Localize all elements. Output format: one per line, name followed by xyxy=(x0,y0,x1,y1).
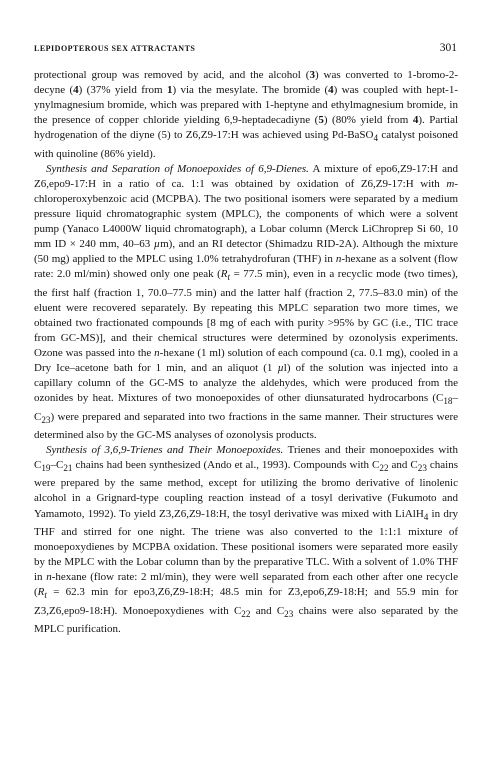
paragraph-3 xyxy=(34,443,458,637)
running-title: LEPIDOPTEROUS SEX ATTRACTANTS xyxy=(34,44,196,53)
paragraph-text: protectional group was removed by acid, and the alcohol (3) was converted to 1-bromo-2-decyne (4) (37% yield from 1) via the mesylate. The bromide (4) was coupled with hept-1-ynylmagnesium bromide, which was prepared with 1-heptyne and ethylmagnesium bromide, in the presence of copper chloride yielding 6,9-heptadecadiyne (5) (80% yield from 4). Partial hydrogenation of the diyne (5) to Z6,Z9-17:H was achieved using Pd-BaSO$_4$ catalyst poisoned with quinoline (86% yield). xyxy=(34,69,459,160)
page-header xyxy=(34,42,457,56)
body-text xyxy=(34,68,458,637)
paragraph-text: Trienes and their monoepoxides with $C_{19}-C_{21}$ chains had been synthesized (Ando et al., 1993). Compounds with $C_{22}$ and $C_{23}$ chains were prepared by the same method, except for utilizing the bromo derivative of linolenic alcohol in a Grignard-type coupling reaction instead of a tosyl derivative (Fukumoto and Yamamoto, 1992). To yield Z3,Z6,Z9-18:H, the tosyl derivative was mixed with LiAlH$_4$ in dry THF and stirred for one night. The triene was also converted to the 1:1:1 mixture of monoepoxydienes by MCPBA oxidation. These positional isomers were separated more easily by the MPLC with the Lobar column than by the preparative TLC. With a solvent of 1.0% THF in n-hexane (flow rate: 2 ml/min), they were well separated from each other after one recycle ($R_t = 62.3$ min for epo3,Z6,Z9-18:H; 48.5 min for Z3,epo6,Z9-18:H; and 55.9 min for Z3,Z6,epo9-18:H). Monoepoxydienes with $C_{22}$ and $C_{23}$ chains were also separated by the MPLC purification. xyxy=(34,444,458,635)
section-heading: Synthesis and Separation of Monoepoxides of 6,9-Dienes. xyxy=(46,162,309,175)
paragraph-1 xyxy=(34,68,458,162)
paragraph-text: A mixture of epo6,Z9-17:H and Z6,epo9-17:H in a ratio of ca. 1:1 was obtained by oxidation of Z6,Z9-17:H with m-chloroperoxybenzoic acid (MCPBA). The two positional isomers were separated by a medium pressure liquid chromatographic system (MPLC), the components of which were a solvent pump (Yanaco L4000W liquid chromatograph), a Lobar column (Merck LiChroprep Si 60, 10 mm ID × 240 mm, 40–63 µm), and an RI detector (Shimadzu RID-2A). Although the mixture (50 mg) applied to the MPLC using 1.0% tetrahydrofuran (THF) in n-hexane as a solvent (flow rate: 2.0 ml/min) showed only one peak ($R_t = 77.5$ min), even in a recyclic mode (two times), the first half (fraction 1, 70.0–77.5 min) and the latter half (fraction 2, 77.5–83.0 min) of the eluent were recovered separately. By repeating this MPLC separation two more times, we obtained two fractionated compounds [8 mg of each with purity >95% by GC (i.e., TIC trace from GC-MS)], and their chemical structures were determined by ozonolysis experiments. Ozone was passed into the n-hexane (1 ml) solution of each compound (ca. 0.1 mg), cooled in a Dry Ice–acetone bath for 1 min, and an aliquot (1 µl) of the solution was injected into a capillary column of the GC-MS to analyze the aldehydes, which were produced from the ozonides by heat. Mixtures of two monoepoxides of other diunsaturated hydrocarbons $(C_{18}-C_{23})$ were prepared and separated into two fractions in the same manner. Their structures were determined also by the GC-MS analyses of ozonolysis products. xyxy=(34,162,458,441)
section-heading: Synthesis of 3,6,9-Trienes and Their Monoepoxides. xyxy=(46,444,284,456)
page-number: 301 xyxy=(439,42,457,54)
paragraph-2 xyxy=(34,162,458,443)
